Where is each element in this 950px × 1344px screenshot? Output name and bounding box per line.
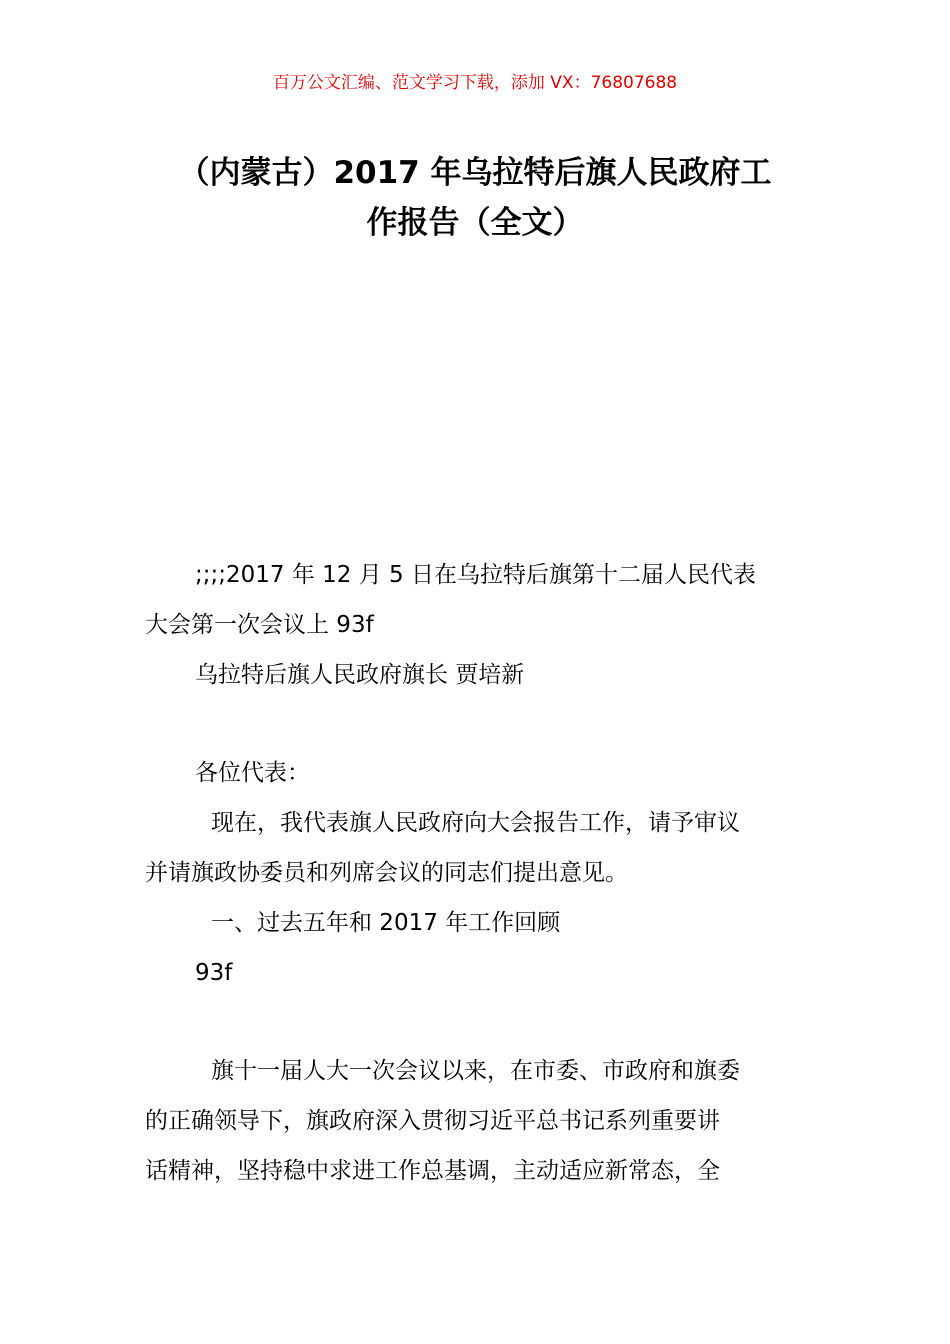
- section-1-heading: 一、过去五年和 2017 年工作回顾: [211, 910, 561, 936]
- paragraph-1-line-2: 并请旗政协委员和列席会议的同志们提出意见。: [145, 860, 628, 886]
- speaker-line: 乌拉特后旗人民政府旗长 贾培新: [195, 662, 525, 688]
- section-1-code: 93f: [195, 960, 233, 986]
- paragraph-2-line-1: 旗十一届人大一次会议以来，在市委、市政府和旗委: [211, 1058, 740, 1084]
- paragraph-2-line-2: 的正确领导下，旗政府深入贯彻习近平总书记系列重要讲: [145, 1108, 720, 1134]
- title-line-2: 作报告（全文）: [366, 205, 584, 241]
- header-note: 百万公文汇编、范文学习下载，添加 VX：76807688: [272, 73, 678, 93]
- body-block: [145, 748, 810, 998]
- paragraph-2: [145, 1046, 810, 1196]
- date-line-1: ;;;;2017 年 12 月 5 日在乌拉特后旗第十二届人民代表: [195, 562, 756, 588]
- title-line-1: （内蒙古）2017 年乌拉特后旗人民政府工: [178, 155, 772, 191]
- paragraph-2-line-3: 话精神，坚持稳中求进工作总基调，主动适应新常态，全: [145, 1158, 720, 1184]
- date-line-2: 大会第一次会议上 93f: [145, 612, 374, 638]
- document-title: [140, 148, 810, 248]
- meta-block: [145, 550, 810, 700]
- paragraph-1-line-1: 现在，我代表旗人民政府向大会报告工作，请予审议: [211, 810, 740, 836]
- salutation: 各位代表：: [195, 760, 310, 786]
